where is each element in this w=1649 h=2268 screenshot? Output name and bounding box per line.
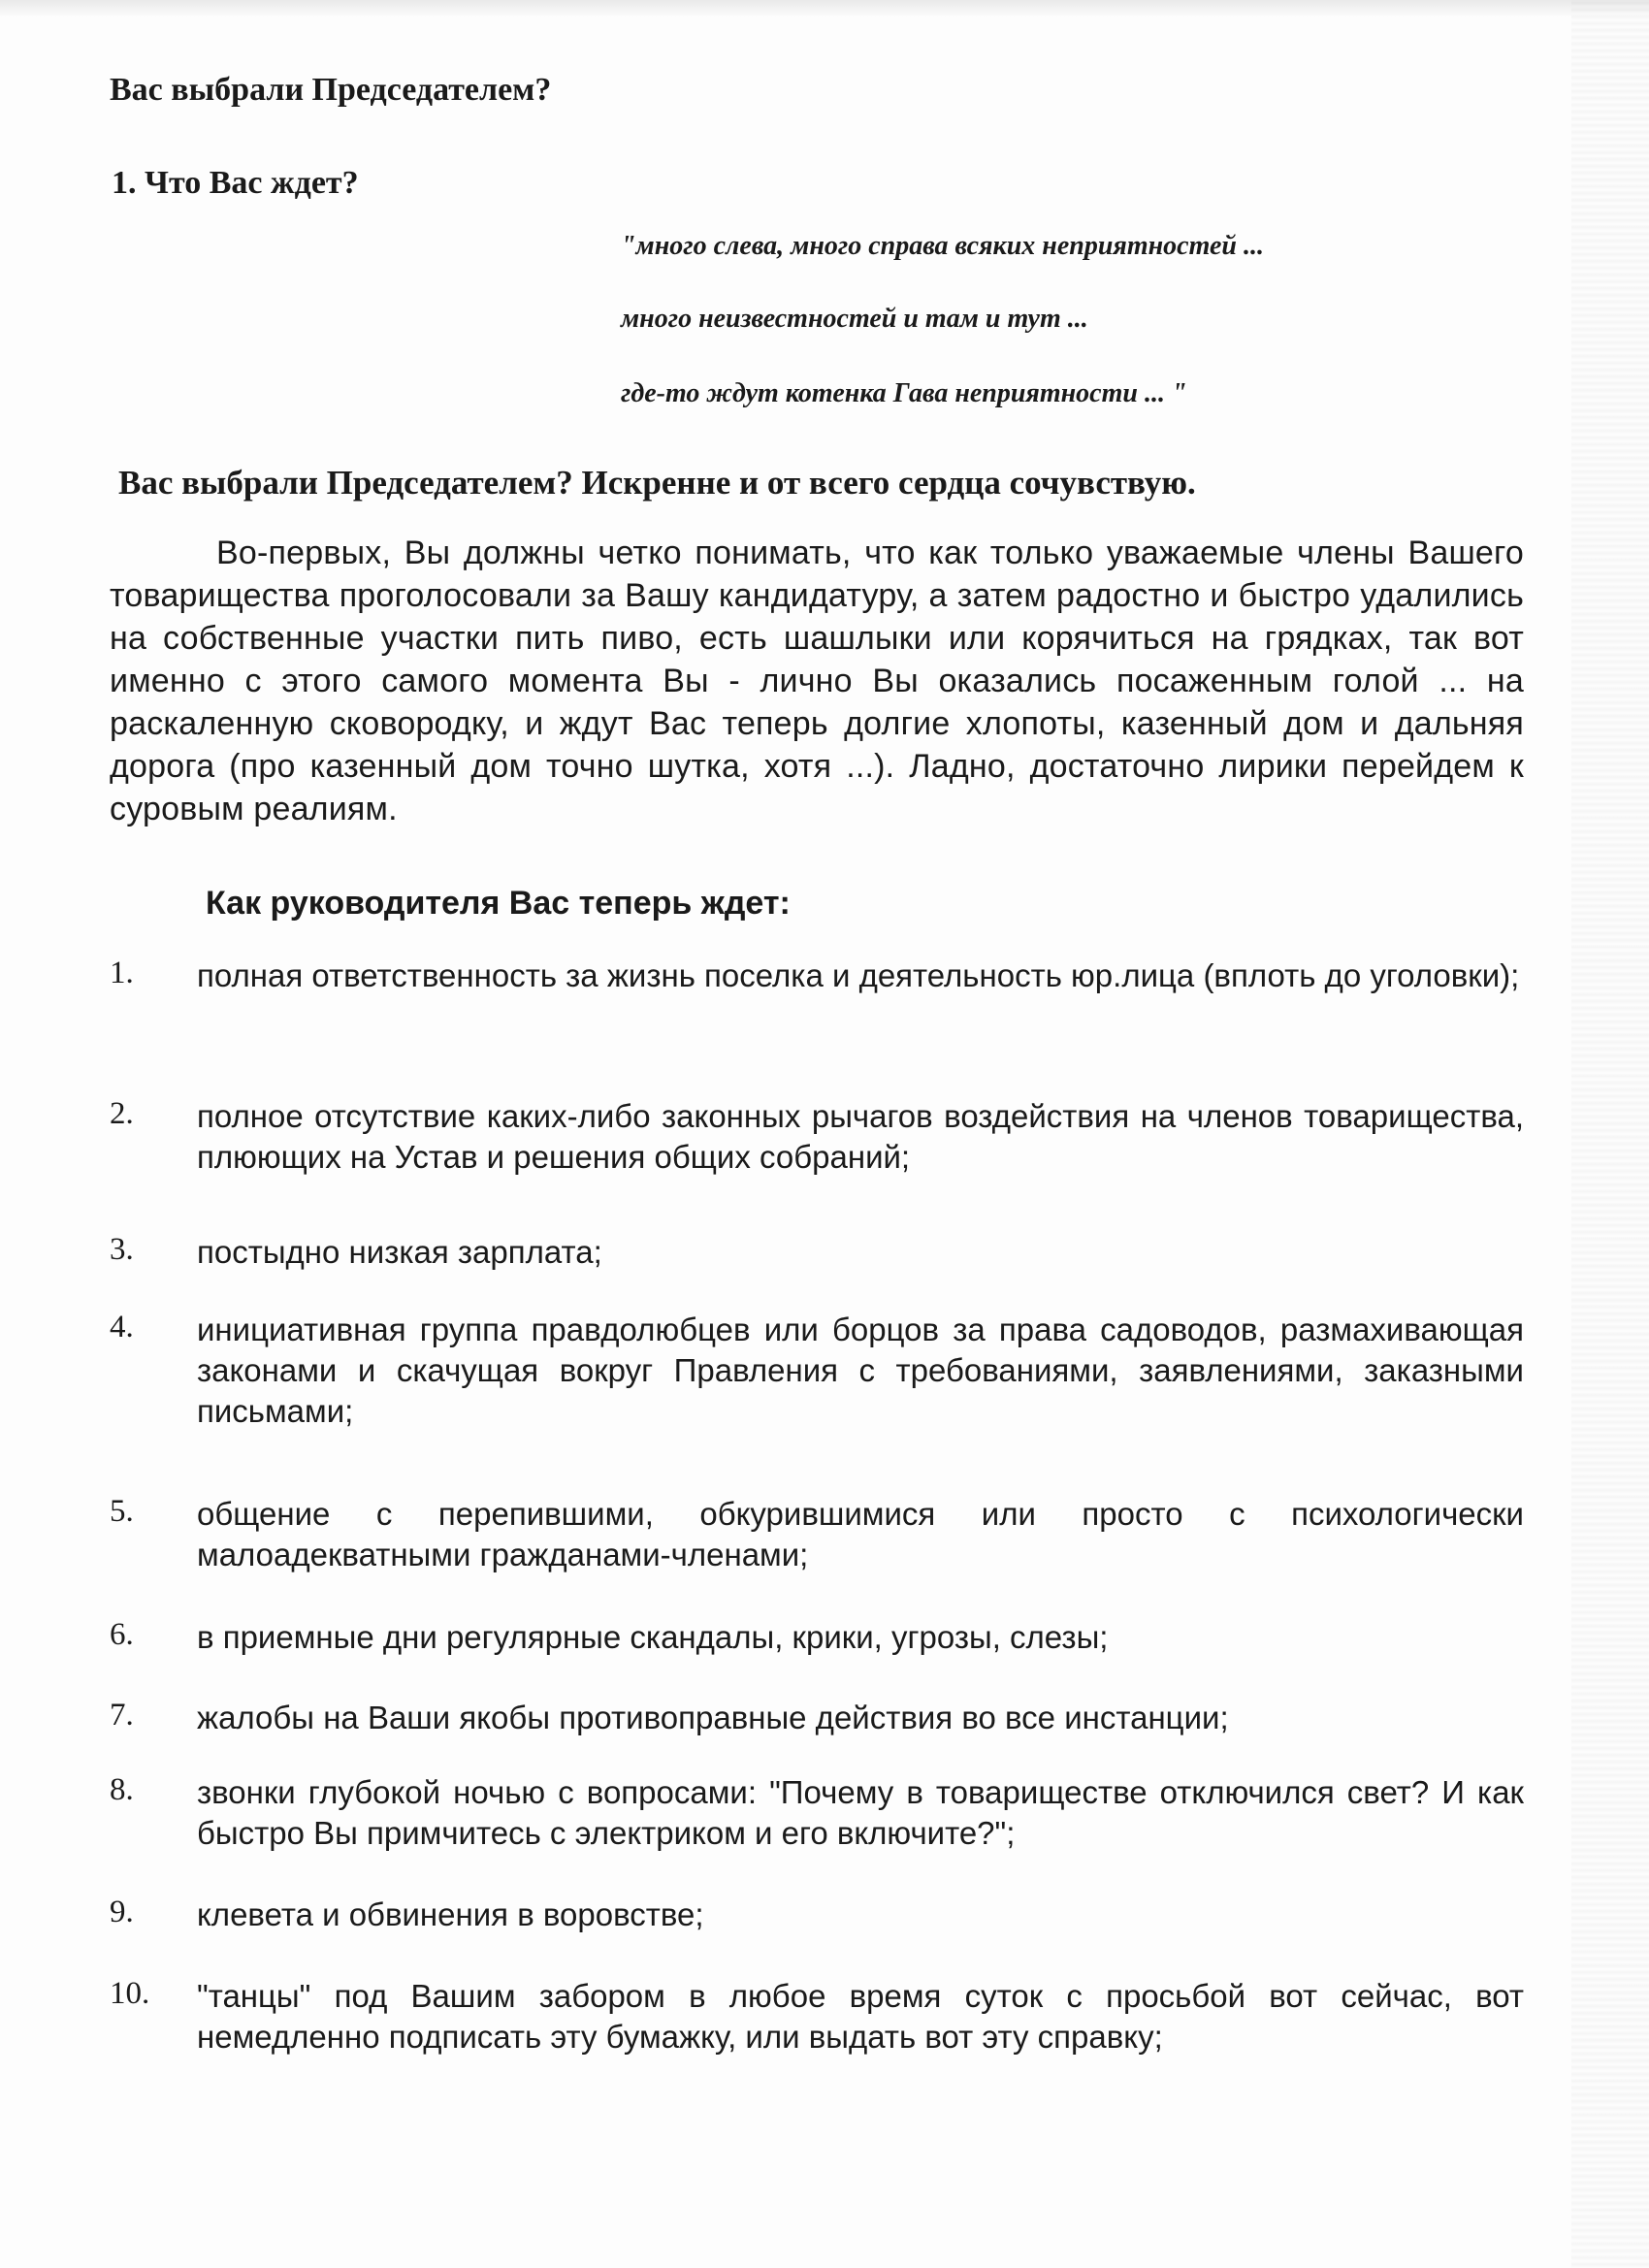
scan-noise-edge	[1571, 0, 1649, 2268]
list-item-text: звонки глубокой ночью с вопросами: "Почему в товариществе отключился свет? И как быстро Вы примчитесь с электриком и его включите?";	[197, 1774, 1524, 1851]
list-item-number: 1.	[110, 956, 134, 990]
list-item-number: 10.	[110, 1976, 150, 2011]
intro-paragraph: Во-первых, Вы должны четко понимать, что как только уважаемые члены Вашего товарищества проголосовали за Вашу кандидатуру, а затем радостно и быстро удалились на собственные участки пить пиво, есть шашлыки или корячиться на грядках, так вот именно с этого самого момента Вы - лично Вы оказались посаженным голой ... на раскаленную сковородку, и ждут Вас теперь долгие хлопоты, казенный дом и дальняя дорога (про казенный дом точно шутка, хотя ...). Ладно, достаточно лирики перейдем к суровым реалиям.	[110, 535, 1524, 827]
list-item-text: "танцы" под Вашим забором в любое время суток с просьбой вот сейчас, вот немедленно подписать эту бумажку, или выдать вот эту справку;	[197, 1978, 1524, 2055]
section-heading: 1. Что Вас ждет?	[112, 165, 359, 201]
list-item-text: постыдно низкая зарплата;	[197, 1234, 602, 1270]
document-title: Вас выбрали Председателем?	[110, 72, 552, 108]
intro-heading: Вас выбрали Председателем? Искренне и от всего сердца сочувствую.	[118, 464, 1196, 502]
list-item-number: 6.	[110, 1617, 134, 1652]
epigraph-line-3: где-то ждут котенка Гава неприятности ... "	[621, 378, 1187, 408]
list-item-number: 9.	[110, 1895, 134, 1929]
list-heading: Как руководителя Вас теперь ждет:	[206, 885, 791, 922]
list-item-text: инициативная группа правдолюбцев или борцов за права садоводов, размахивающая законами и скачущая вокруг Правления с требованиями, заявлениями, заказными письмами;	[197, 1312, 1524, 1429]
scan-shadow-top	[0, 0, 1649, 17]
epigraph-line-1: "много слева, много справа всяких неприятностей ...	[621, 231, 1264, 261]
list-item-text: клевета и обвинения в воровстве;	[197, 1896, 704, 1932]
list-item-text: полное отсутствие каких-либо законных рычагов воздействия на членов товарищества, плюющих на Устав и решения общих собраний;	[197, 1098, 1524, 1175]
list-item-number: 3.	[110, 1232, 134, 1267]
list-item-text: в приемные дни регулярные скандалы, крики, угрозы, слезы;	[197, 1619, 1109, 1655]
list-item-number: 8.	[110, 1772, 134, 1807]
list-item-text: общение с перепившими, обкурившимися или просто с психологически малоадекватными гражданами-членами;	[197, 1496, 1524, 1572]
list-item-number: 2.	[110, 1096, 134, 1131]
list-item-number: 4.	[110, 1310, 134, 1345]
list-item-text: полная ответственность за жизнь поселка и деятельность юр.лица (вплоть до уголовки);	[197, 957, 1520, 993]
epigraph-line-2: много неизвестностей и там и тут ...	[621, 304, 1088, 334]
list-item-number: 5.	[110, 1494, 134, 1529]
list-item-number: 7.	[110, 1698, 134, 1733]
list-item-text: жалобы на Ваши якобы противоправные действия во все инстанции;	[197, 1700, 1229, 1735]
